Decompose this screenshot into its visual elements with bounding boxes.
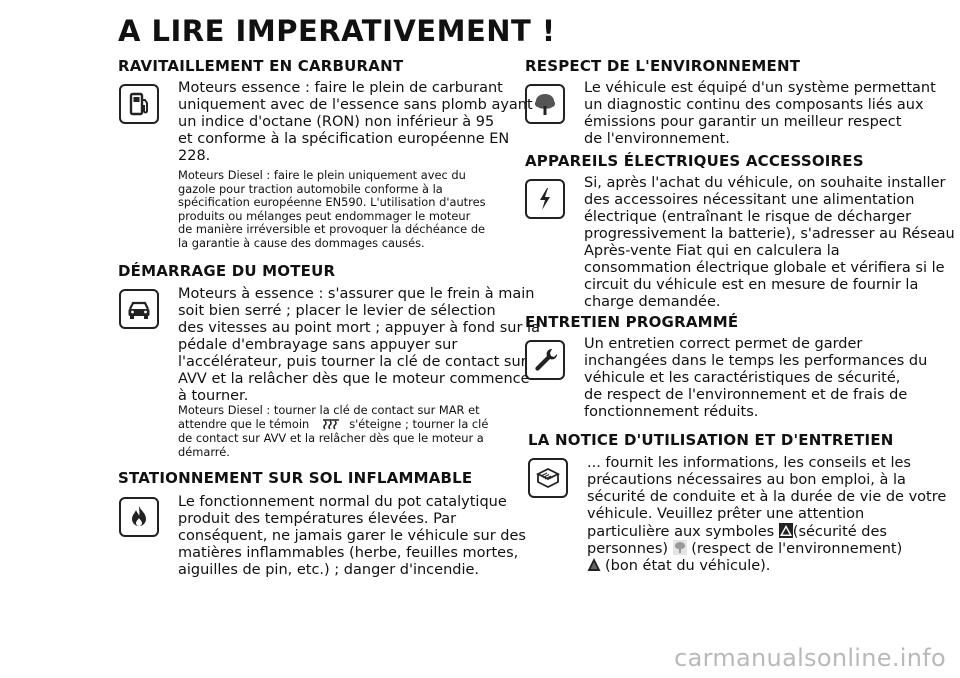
fire-icon — [119, 497, 159, 537]
notice-text: ... fournit les informations, les conseils et les précautions nécessaires au bon emploi, à la sécurité de conduite et à la durée de vie de votre véhicule. Veuillez prêter une attention — [587, 455, 947, 522]
env-heading: RESPECT DE L'ENVIRONNEMENT — [525, 57, 801, 75]
watermark: carmanualsonline.info — [674, 644, 946, 672]
start-heading: DÉMARRAGE DU MOTEUR — [118, 262, 336, 280]
parking-heading: STATIONNEMENT SUR SOL INFLAMMABLE — [118, 469, 473, 487]
wrench-icon — [525, 340, 565, 380]
book-icon — [528, 458, 568, 498]
notice-line-6a: personnes) — [587, 541, 669, 557]
start-diesel-note-3: de contact sur AVV et la relâcher dès que le moteur a démarré. — [178, 431, 484, 459]
fuel-pump-icon — [119, 84, 159, 124]
start-diesel-note-2b: s'éteigne ; tourner la clé — [349, 417, 489, 431]
car-icon — [119, 289, 159, 329]
fuel-diesel-note: Moteurs Diesel : faire le plein uniquement avec du gazole pour traction automobile conforme à la spécification européenne EN590. L'utilisation d'autres produits ou mélanges peut endommager le moteur de manière irréversible et provoquer la déchéance de la garantie à cause des dommages causés. — [178, 168, 486, 250]
maint-heading: ENTRETIEN PROGRAMMÉ — [525, 313, 739, 331]
elec-heading: APPAREILS ÉLECTRIQUES ACCESSOIRES — [525, 152, 864, 170]
env-text: Le véhicule est équipé d'un système permettant un diagnostic continu des composants liés aux émissions pour garantir un meilleur respect de l'environnement. — [584, 80, 936, 147]
parking-text: Le fonctionnement normal du pot catalytique produit des températures élevées. Par conséquent, ne jamais garer le véhicule sur des matières inflammables (herbe, feuilles mortes, aiguilles de pin, etc.) ; danger d'incendie. — [178, 494, 526, 578]
lightning-icon — [525, 179, 565, 219]
fuel-heading: RAVITAILLEMENT EN CARBURANT — [118, 57, 404, 75]
notice-line-5b: (sécurité des — [792, 524, 887, 540]
start-diesel-note-2a: attendre que le témoin — [178, 417, 310, 431]
notice-line-7 — [587, 557, 770, 577]
warning-vehicle-icon — [587, 557, 601, 577]
elec-text: Si, après l'achat du véhicule, on souhaite installer des accessoires nécessitant une alimentation électrique (entraînant le risque de décharger progressivement la batterie), s'adresser au Réseau Après-vente Fiat qui en calculera la consommation électrique globale et vérifiera si le circuit du véhicule est en mesure de fournir la charge demandée. — [584, 175, 955, 310]
notice-line-5a: particulière aux symboles — [587, 524, 775, 540]
tree-icon — [525, 84, 565, 124]
maint-text: Un entretien correct permet de garder inchangées dans le temps les performances du véhicule et les caractéristiques de sécurité, de respect de l'environnement et de frais de fonctionnement réduits. — [584, 336, 928, 420]
start-text: Moteurs à essence : s'assurer que le frein à main soit bien serré ; placer le levier de sélection des vitesses au point mort ; appuyer à fond sur la pédale d'embrayage sans appuyer sur l'accélérateur, puis tourner la clé de contact sur AVV et la relâcher dès que le moteur commence à tourner. — [178, 286, 540, 404]
start-diesel-note-1: Moteurs Diesel : tourner la clé de contact sur MAR et — [178, 403, 480, 417]
fuel-text: Moteurs essence : faire le plein de carburant uniquement avec de l'essence sans plomb ayant un indice d'octane (RON) non inférieur à 95 et conforme à la spécification européenne EN 228. — [178, 80, 533, 164]
notice-line-7-text: (bon état du véhicule). — [605, 558, 771, 574]
page-title: A LIRE IMPERATIVEMENT ! — [118, 14, 556, 48]
notice-line-6b: (respect de l'environnement) — [691, 541, 903, 557]
notice-heading: LA NOTICE D'UTILISATION ET D'ENTRETIEN — [528, 431, 894, 449]
